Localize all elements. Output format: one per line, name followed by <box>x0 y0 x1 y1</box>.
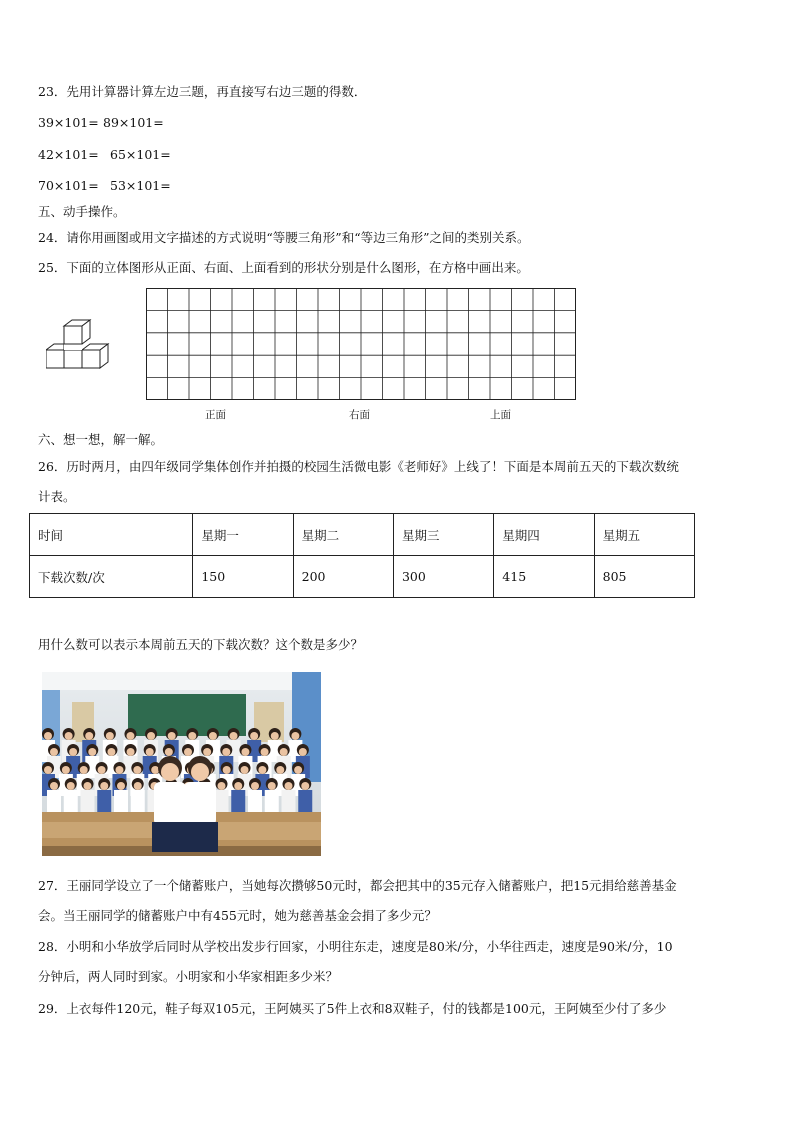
student-face <box>230 732 238 740</box>
student-face <box>84 782 92 790</box>
student-face <box>127 748 135 756</box>
student-face <box>241 748 249 756</box>
student-face <box>44 766 52 774</box>
table-cell: 星期五 <box>594 514 694 556</box>
table-cell: 时间 <box>30 514 193 556</box>
student-face <box>209 732 217 740</box>
student-face <box>147 732 155 740</box>
student-face <box>234 782 242 790</box>
student-face <box>168 732 176 740</box>
q27-line1: 27．王丽同学设立了一个储蓄账户，当她每次攒够50元时，都会把其中的35元存入储蓄账户，把15元捐给慈善基金 <box>38 878 677 893</box>
student-body <box>282 790 296 812</box>
student-body <box>81 790 95 812</box>
student-face <box>65 732 73 740</box>
student-face <box>69 748 77 756</box>
q23-title: 23．先用计算器计算左边三题，再直接写右边三题的得数． <box>38 84 367 99</box>
table-cell: 415 <box>494 556 594 598</box>
student-face <box>203 748 211 756</box>
student-face <box>271 732 279 740</box>
student-face <box>223 766 231 774</box>
table-row <box>30 514 695 556</box>
q24-text: 24．请你用画图或用文字描述的方式说明“等腰三角形”和“等边三角形”之间的类别关系。 <box>38 230 530 245</box>
student-body <box>47 790 61 812</box>
q26-line2: 计表。 <box>38 489 76 504</box>
download-stats-table <box>29 513 695 598</box>
student-face <box>134 782 142 790</box>
q26-question: 用什么数可以表示本周前五天的下载次数？这个数是多少？ <box>38 637 364 652</box>
table-row <box>30 556 695 598</box>
student-face <box>251 782 259 790</box>
student-face <box>241 766 249 774</box>
student-face <box>218 782 226 790</box>
label-right-view: 右面 <box>349 409 370 421</box>
section-5-heading: 五、动手操作。 <box>38 204 126 219</box>
student-face <box>285 782 293 790</box>
student-face <box>80 766 88 774</box>
table-cell: 星期二 <box>293 514 393 556</box>
q23-row3-right: 53×101= <box>110 178 171 193</box>
table-cell: 星期一 <box>193 514 293 556</box>
student-face <box>100 782 108 790</box>
student-face <box>117 782 125 790</box>
cube-stack-figure <box>46 318 114 382</box>
q28-line2: 分钟后，两人同时到家。小明家和小华家相距多少米？ <box>38 969 339 984</box>
student-face <box>301 782 309 790</box>
student-face <box>115 766 123 774</box>
student-face <box>276 766 284 774</box>
student-face <box>126 732 134 740</box>
student-face <box>88 748 96 756</box>
student-face <box>67 782 75 790</box>
student-face <box>62 766 70 774</box>
table-cell: 200 <box>293 556 393 598</box>
student-face <box>294 766 302 774</box>
student-face <box>98 766 106 774</box>
student-face <box>261 748 269 756</box>
section-6-heading: 六、想一想，解一解。 <box>38 432 164 447</box>
student-face <box>165 748 173 756</box>
q27-line2: 会。当王丽同学的储蓄账户中有455元时，她为慈善基金会捐了多少元？ <box>38 908 437 923</box>
student-face <box>188 732 196 740</box>
q28-line1: 28．小明和小华放学后同时从学校出发步行回家，小明往东走，速度是80米/分，小华往西走，速度是90米/分，10 <box>38 939 673 954</box>
label-front-view: 正面 <box>205 409 226 421</box>
table-cell: 805 <box>594 556 694 598</box>
table-cell: 星期三 <box>393 514 493 556</box>
student-face <box>184 748 192 756</box>
student-body <box>248 790 262 812</box>
student-face <box>107 748 115 756</box>
drawing-grid <box>146 288 576 400</box>
student-face <box>85 732 93 740</box>
q23-row3-left: 70×101= <box>38 178 99 193</box>
q23-row2-left: 42×101= <box>38 147 99 162</box>
q23-row1-right: 89×101= <box>103 115 164 130</box>
q25-title: 25．下面的立体图形从正面、右面、上面看到的形状分别是什么图形，在方格中画出来。 <box>38 260 529 275</box>
student-body <box>131 790 145 812</box>
label-top-view: 上面 <box>490 409 511 421</box>
student-face <box>258 766 266 774</box>
student-face <box>133 766 141 774</box>
student-face <box>280 748 288 756</box>
student-face <box>50 748 58 756</box>
classroom-photo <box>42 672 321 856</box>
student-face <box>222 748 230 756</box>
q26-line1: 26．历时两月，由四年级同学集体创作并拍摄的校园生活微电影《老师好》上线了！下面是本周前五天的下载次数统 <box>38 459 679 474</box>
q23-row2-right: 65×101= <box>110 147 171 162</box>
student-face <box>291 732 299 740</box>
student-face <box>250 732 258 740</box>
table-cell: 星期四 <box>494 514 594 556</box>
q29-text: 29．上衣每件120元，鞋子每双105元，王阿姨买了5件上衣和8双鞋子，付的钱都是100元，王阿姨至少付了多少 <box>38 1001 667 1016</box>
student-face <box>268 782 276 790</box>
student-body <box>298 790 312 812</box>
q23-row1-left: 39×101= <box>38 115 99 130</box>
student-face <box>299 748 307 756</box>
student-body <box>97 790 111 812</box>
student-body <box>64 790 78 812</box>
table-cell: 150 <box>193 556 293 598</box>
student-face <box>106 732 114 740</box>
student-face <box>50 782 58 790</box>
student-face <box>146 748 154 756</box>
student-body <box>265 790 279 812</box>
student-body <box>114 790 128 812</box>
student-face <box>44 732 52 740</box>
student-body <box>215 790 229 812</box>
table-cell: 下载次数/次 <box>30 556 193 598</box>
student-face <box>151 766 159 774</box>
student-body <box>231 790 245 812</box>
table-cell: 300 <box>393 556 493 598</box>
